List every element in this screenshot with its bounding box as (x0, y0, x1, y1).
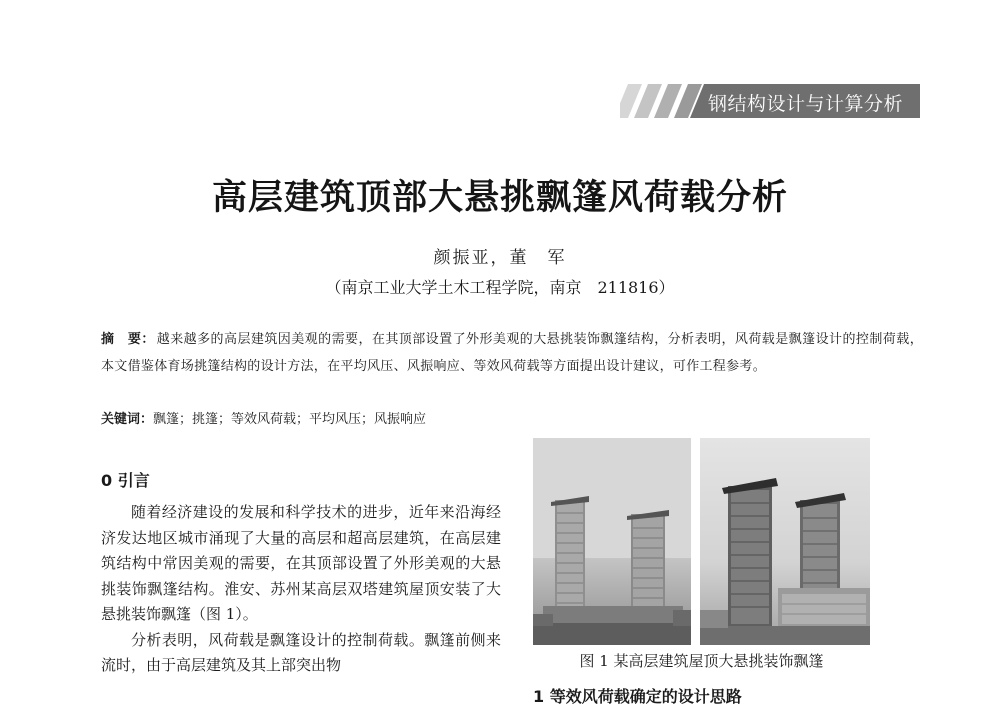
section-label: 钢结构设计与计算分析 (708, 93, 904, 115)
abstract-text: 越来越多的高层建筑因美观的需要，在其顶部设置了外形美观的大悬挑装饰飘篷结构，分析表明，风荷载是飘篷设计的控制荷载，本文借鉴体育场挑篷结构的设计方法，在平均风压、风振响应、等效风荷载等方面提出设计建议，可作工程参考。 (101, 332, 923, 374)
figure-photo-left (533, 438, 691, 645)
photo-right-buildings (700, 438, 870, 645)
photo-left-buildings (533, 438, 691, 645)
body-column-left (101, 500, 501, 679)
figure-photo-right (700, 438, 870, 645)
paragraph: 分析表明，风荷载是飘篷设计的控制荷载。飘篷前侧来流时，由于高层建筑及其上部突出物 (101, 630, 501, 674)
article-affiliation: （南京工业大学土木工程学院，南京 211816） (325, 278, 675, 297)
section-heading-introduction: 0 引言 (101, 471, 150, 490)
keywords-label: 关键词： (101, 412, 154, 427)
keywords (101, 408, 923, 432)
article-authors: 颜振亚，董 军 (433, 248, 567, 268)
abstract-label: 摘 要： (101, 332, 155, 347)
paragraph: 随着经济建设的发展和科学技术的进步，近年来沿海经济发达地区城市涌现了大量的高层和超高层建筑，在高层建筑结构中常因美观的需要，在其顶部设置了外形美观的大悬挑装饰飘篷结构。淮安、苏州某高层双塔建筑屋顶安装了大悬挑装饰飘篷（图 1）。 (101, 503, 501, 623)
section-banner (620, 84, 920, 118)
figure-caption: 图 1 某高层建筑屋顶大悬挑装饰飘篷 (579, 652, 824, 670)
keywords-text: 飘篷；挑篷；等效风荷载；平均风压；风振响应 (153, 412, 427, 427)
abstract (101, 326, 923, 380)
article-title: 高层建筑顶部大悬挑飘篷风荷载分析 (211, 178, 788, 218)
section-heading-1: 1 等效风荷载确定的设计思路 (533, 687, 742, 706)
